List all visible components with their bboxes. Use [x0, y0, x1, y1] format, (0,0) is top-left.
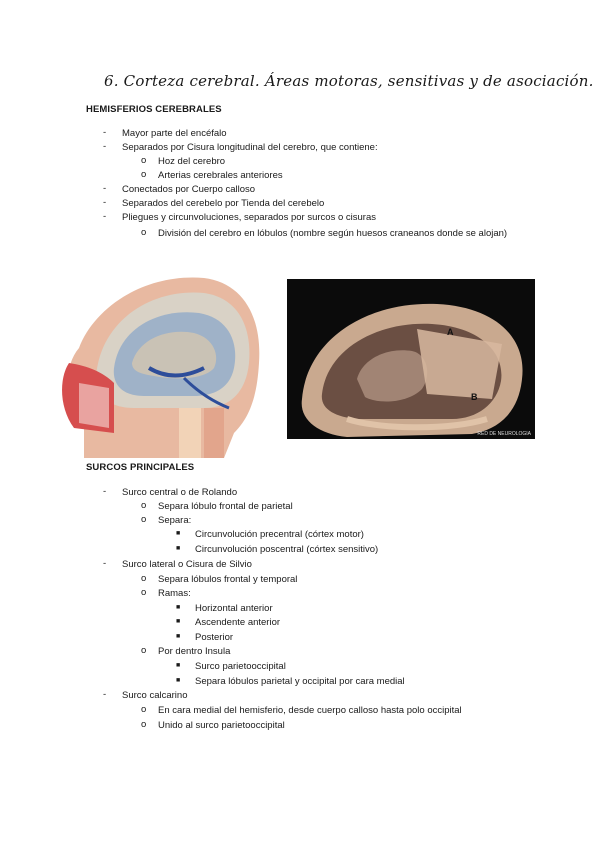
list-item: Unido al surco parietooccipital — [158, 720, 285, 731]
list-item: Separados por Cisura longitudinal del cerebro, que contiene: — [122, 142, 378, 153]
list-item: Por dentro Insula — [158, 646, 231, 657]
circle-bullet: o — [141, 704, 147, 715]
dash-bullet: - — [103, 558, 107, 569]
dash-bullet: - — [103, 689, 107, 700]
list-item: Conectados por Cuerpo calloso — [122, 184, 256, 195]
sagittal-head-icon — [54, 268, 264, 458]
circle-bullet: o — [141, 227, 147, 238]
dash-bullet: - — [103, 183, 107, 194]
list-item: Pliegues y circunvoluciones, separados por surcos o cisuras — [122, 212, 376, 223]
page-title: 6. Corteza cerebral. Áreas motoras, sensitivas y de asociación. — [104, 72, 594, 90]
square-bullet: ■ — [176, 530, 181, 537]
dash-bullet: - — [103, 141, 107, 152]
square-bullet: ■ — [176, 633, 181, 640]
dash-bullet: - — [103, 127, 107, 138]
list-item: Ascendente anterior — [195, 617, 281, 628]
dash-bullet: - — [103, 486, 107, 497]
list-item: Surco calcarino — [122, 690, 188, 701]
list-item: Surco central o de Rolando — [122, 487, 238, 498]
list-item: Hoz del cerebro — [158, 156, 226, 167]
list-item: Horizontal anterior — [195, 603, 273, 614]
circle-bullet: o — [141, 155, 147, 166]
circle-bullet: o — [141, 587, 147, 598]
skull-photo-icon — [287, 279, 535, 439]
photo-credit: RED DE NEUROLOGIA — [477, 431, 531, 437]
list-item: Surco parietooccipital — [195, 661, 286, 672]
circle-bullet: o — [141, 500, 147, 511]
list-item: Separa lóbulos frontal y temporal — [158, 574, 298, 585]
square-bullet: ■ — [176, 618, 181, 625]
section-heading-hemispheres: HEMISFERIOS CEREBRALES — [86, 104, 222, 115]
list-item: Separa lóbulo frontal de parietal — [158, 501, 293, 512]
list-item: En cara medial del hemisferio, desde cuerpo calloso hasta polo occipital — [158, 705, 462, 716]
list-item: Circunvolución poscentral (córtex sensitivo) — [195, 544, 379, 555]
photo-label-b: B — [471, 392, 478, 402]
list-item: Separa: — [158, 515, 192, 526]
photo-label-a: A — [447, 327, 454, 337]
sagittal-head-illustration — [54, 268, 264, 458]
square-bullet: ■ — [176, 545, 181, 552]
list-item: Separa lóbulos parietal y occipital por cara medial — [195, 676, 405, 687]
circle-bullet: o — [141, 573, 147, 584]
list-item: División del cerebro en lóbulos (nombre según huesos craneanos donde se alojan) — [158, 228, 508, 239]
list-item: Posterior — [195, 632, 234, 643]
circle-bullet: o — [141, 719, 147, 730]
list-item: Ramas: — [158, 588, 191, 599]
list-item: Mayor parte del encéfalo — [122, 128, 227, 139]
list-item: Separados del cerebelo por Tienda del cerebelo — [122, 198, 325, 209]
square-bullet: ■ — [176, 677, 181, 684]
square-bullet: ■ — [176, 604, 181, 611]
list-item: Surco lateral o Cisura de Silvio — [122, 559, 252, 570]
section-heading-sulci: SURCOS PRINCIPALES — [86, 462, 195, 473]
dissected-skull-photo — [287, 279, 535, 439]
dash-bullet: - — [103, 211, 107, 222]
circle-bullet: o — [141, 169, 147, 180]
list-item: Circunvolución precentral (córtex motor) — [195, 529, 364, 540]
dash-bullet: - — [103, 197, 107, 208]
list-item: Arterias cerebrales anteriores — [158, 170, 283, 181]
circle-bullet: o — [141, 514, 147, 525]
square-bullet: ■ — [176, 662, 181, 669]
circle-bullet: o — [141, 645, 147, 656]
